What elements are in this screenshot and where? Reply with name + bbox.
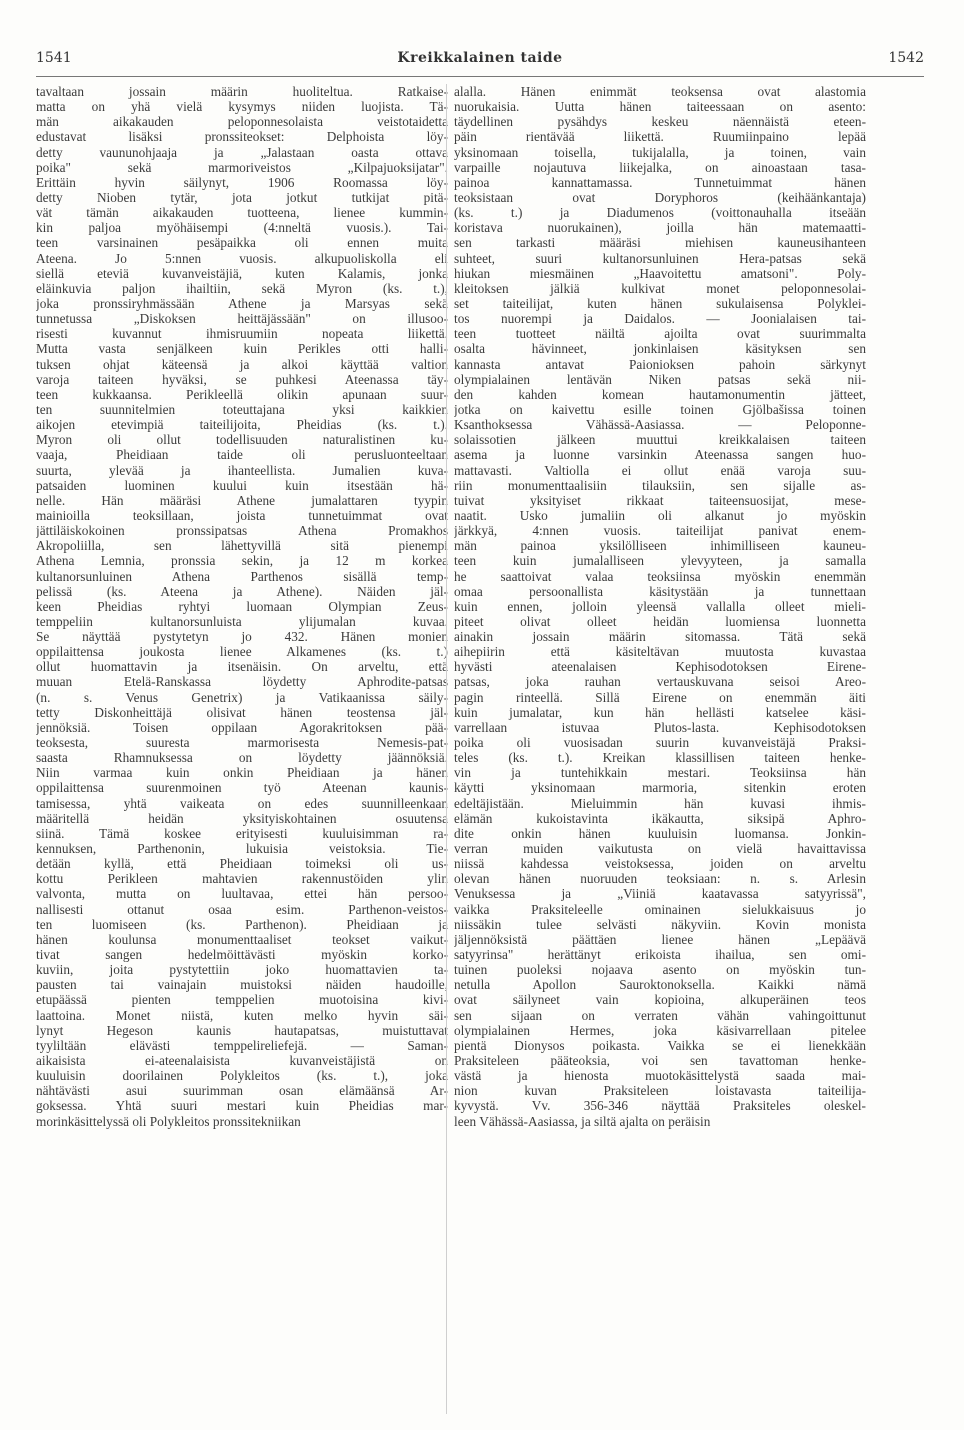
text-line: hyvästi ateenalaisen Kephisodotoksen Eirene- bbox=[454, 659, 866, 675]
text-line: piteet olivat olleet heidän luomiensa luonnetta bbox=[454, 613, 866, 629]
text-line: jennöksiä. Toisen oppilaan Agorakritoksen pää- bbox=[36, 719, 448, 735]
text-line: mainioilla teoksillaan, joista tunnetuimmat ovat bbox=[36, 507, 448, 523]
text-line: Venuksessa ja „Viiniä kaatavassa satyyrissä", bbox=[454, 886, 866, 902]
header-rule bbox=[36, 76, 924, 77]
text-line: detty Nioben tytär, jota jotkut tutkijat pitä- bbox=[36, 189, 448, 205]
left-text-column bbox=[36, 84, 448, 1414]
text-line: solaissotien jälkeen muuttui kreikkalaisen taiteen bbox=[454, 432, 866, 448]
text-line: teoksistaan ovat Doryphoros (keihäänkantaja) bbox=[454, 189, 866, 205]
text-line: aikojen etevimpiä taiteilijoita, Pheidias (ks. t.). bbox=[36, 417, 448, 433]
text-line: kuin ennen, jolloin yleensä vallalla olleet mieli- bbox=[454, 598, 866, 614]
text-line: yksinomaan toisella, tukijalalla, ja toinen, vain bbox=[454, 144, 866, 160]
text-line: tavaltaan jossain määrin huoliteltua. Ratkaise- bbox=[36, 84, 448, 99]
text-line: naatit. Usko jumaliin oli alkanut jo myöskin bbox=[454, 507, 866, 523]
text-line: den kahden komean hautamonumentin jätteet, bbox=[454, 386, 866, 402]
text-line: temppeliin kultanorsunluista ylijumalan kuvaa. bbox=[36, 613, 448, 629]
text-line: kuviin, joita pystytettiin joko huomattavien ta- bbox=[36, 962, 448, 978]
text-line: siellä eteviä kuvanveistäjiä, kuten Kalamis, jonka bbox=[36, 265, 448, 281]
text-line: oppilaittensa suurenmoinen työ Ateenan kaunis- bbox=[36, 780, 448, 796]
text-line: laattoina. Monet niistä, kuten melko hyvin säi- bbox=[36, 1007, 448, 1023]
right-text-column bbox=[454, 84, 866, 1414]
text-line: jättiläiskokoinen pronssipatsas Athena Promakhos bbox=[36, 523, 448, 539]
text-line: ten suunnitelmien toteuttajana yksi kaikkien bbox=[36, 401, 448, 417]
text-line: risesti kuvannut ihmisruumiin nopeata liikettä. bbox=[36, 326, 448, 342]
text-line: koristava nuorukainen), joilla hän matemaatti- bbox=[454, 220, 866, 236]
text-line: olevan hänen nuoruuden teoksiaan: n. s. Arlesin bbox=[454, 871, 866, 887]
text-line: dite onkin hänen kuuluisin luomansa. Jonkin- bbox=[454, 825, 866, 841]
text-line: sen sijaan on verraten vähän vahingoittunut bbox=[454, 1007, 866, 1023]
text-line: kuuluisin doorilainen Polykleitos (ks. t.), joka bbox=[36, 1068, 448, 1084]
text-line: omaa persoonallista käsitystään ja tunnettaan bbox=[454, 583, 866, 599]
text-line: Ateena. Jo 5:nnen vuosis. alkupuoliskolla eli bbox=[36, 250, 448, 266]
text-line: kannasta antavat Paionioksen pahoin särkynyt bbox=[454, 356, 866, 372]
text-line: nähtävästi asui suurimman osan elämäänsä Ar- bbox=[36, 1083, 448, 1099]
text-line: jotka on kaivettu esille toinen Gjölbašissa toinen bbox=[454, 401, 866, 417]
text-line: siinä. Tämä koskee erityisesti kuuluisimman ra- bbox=[36, 825, 448, 841]
right-page-number: 1542 bbox=[888, 50, 924, 66]
text-line: nallisesti ottanut osaa esim. Parthenon-veistos- bbox=[36, 901, 448, 917]
text-line: pausten tai vainajain muistoksi näiden haudoille, bbox=[36, 977, 448, 993]
text-line: aihepiirin että käsiteltävan muutosta kuvastaa bbox=[454, 644, 866, 660]
text-line: aikaisista ei-ateenalaisista kuvanveistäjistä on bbox=[36, 1053, 448, 1068]
text-line: täydellinen pysähdys keskeu näennäistä eteen- bbox=[454, 114, 866, 130]
text-line: tos nuorempi ja Daidalos. — Joonialaisen tai- bbox=[454, 311, 866, 327]
text-line: elämän kukoistavinta ikäkautta, siksipä Aphro- bbox=[454, 810, 866, 826]
page-header bbox=[36, 50, 924, 72]
text-line: Akropoliilla, sen lähettyvillä sitä pienempi bbox=[36, 538, 448, 554]
text-line: vät tämän aikakauden tuotteena, lienee kummin- bbox=[36, 205, 448, 221]
text-line: morinkäsittelyssä oli Polykleitos pronssitekniikan bbox=[36, 1113, 301, 1129]
text-line: niissäkin tulee selvästi näkyviin. Kovin monista bbox=[454, 916, 866, 932]
page-title: Kreikkalainen taide bbox=[397, 50, 563, 66]
text-line: ovat säilyneet vain kopioina, alkuperäinen teos bbox=[454, 992, 866, 1008]
text-line: alalla. Hänen enimmät teoksensa ovat alastomia bbox=[454, 84, 866, 99]
text-line: saasta Rhamnuksessa on löydetty jäännöksiä. bbox=[36, 750, 448, 766]
text-line: Myron oli ollut todellisuuden naturalistinen ku- bbox=[36, 432, 448, 448]
text-line: Praksiteleen pääteoksia, voi sen tavattoman henke- bbox=[454, 1053, 866, 1068]
text-line: tunnetussa „Diskoksen heittäjässään" on illusoo- bbox=[36, 311, 448, 327]
text-line: Athena Lemnia, pronssia sekin, ja 12 m korkea bbox=[36, 553, 448, 569]
text-line: teles (ks. t.). Kreikan klassillisen taiteen henke- bbox=[454, 750, 866, 766]
text-line: västä ja hienosta muotokäsittelystä saada mai- bbox=[454, 1068, 866, 1084]
text-line: valvonta, mutta on luultavaa, ettei hän persoo- bbox=[36, 886, 448, 902]
text-line: set taiteilijat, kuten hänen sukulaisensa Polyklei- bbox=[454, 295, 866, 311]
text-line: patsaiden luominen kuului kuin itsestään hä- bbox=[36, 477, 448, 493]
text-line: lynyt Hegeson kaunis hautapatsas, muistuttavat bbox=[36, 1022, 448, 1038]
text-line: satyyrinsa" herättänyt erikoista ihailua, sen omi- bbox=[454, 947, 866, 963]
text-line: asema ja luonne varsinkin Ateenassa sangen huo- bbox=[454, 447, 866, 463]
text-line: pelissä (ks. Ateena ja Athene). Näiden jäl- bbox=[36, 583, 448, 599]
text-line: män painoa yksilölliseen inhimilliseen kauneu- bbox=[454, 538, 866, 554]
text-line: nelle. Hän määräsi Athene jumalattaren tyypin bbox=[36, 492, 448, 508]
text-line: teoksesta, suuresta marmorisesta Nemesis-pat- bbox=[36, 735, 448, 751]
text-line: Niin varmaa kuin onkin Pheidiaan ja hänen bbox=[36, 765, 448, 781]
text-line: detty vaununohjaaja ja „Jalastaan oasta ottava bbox=[36, 144, 448, 160]
text-line: pientä Dionysos poikasta. Vaikka se ei lienekkään bbox=[454, 1037, 866, 1053]
text-line: ainakin jossain määrin sitomassa. Tätä sekä bbox=[454, 629, 866, 645]
text-line: mattavasti. Valtiolla ei ollut enää varoja suu- bbox=[454, 462, 866, 478]
column-divider bbox=[446, 84, 447, 1414]
text-line: painoa kannattamassa. Tunnetuimmat hänen bbox=[454, 174, 866, 190]
text-line: hänen koulunsa monumenttaaliset teokset vaikut- bbox=[36, 931, 448, 947]
text-line: Mutta vasta senjälkeen kuin Perikles otti halli- bbox=[36, 341, 448, 357]
text-line: teen varsinainen pesäpaikka oli ennen muita bbox=[36, 235, 448, 251]
text-line: tuivat yksityiset rikkaat taiteensuosijat, mese- bbox=[454, 492, 866, 508]
text-line: kuin jumalatar, kun hän hellästi katselee käsi- bbox=[454, 704, 866, 720]
text-line: edustavat lisäksi pronssiteokset: Delphoista löy- bbox=[36, 129, 448, 145]
text-line: varoja taiteen hyväksi, se puhkesi Ateenassa täy- bbox=[36, 371, 448, 387]
text-line: poika" sekä marmoriveistos „Kilpajuoksijatar". bbox=[36, 159, 448, 175]
text-line: patsas, joka rauhan vertauskuvana seisoi Areo- bbox=[454, 674, 866, 690]
text-line: käytti yksinomaan marmoria, sitenkin eroten bbox=[454, 780, 866, 796]
text-line: detään kyllä, että Pheidiaan toimeksi oli us- bbox=[36, 856, 448, 872]
text-line: nuorukaisia. Uutta hänen taiteessaan on asento: bbox=[454, 99, 866, 115]
text-line: vaikka Praksiteleelle ominainen sielukkaisuus jo bbox=[454, 901, 866, 917]
text-line: joka pronssiryhmässään Athene ja Marsyas sekä bbox=[36, 295, 448, 311]
text-line: oppilaittensa joukosta lienee Alkamenes (ks. t.) bbox=[36, 644, 448, 660]
text-line: kyvystä. Vv. 356-346 näyttää Praksiteles oleskel- bbox=[454, 1098, 866, 1114]
text-line: poika oli vuosisadan suurin kuvanveistäjä Praksi- bbox=[454, 735, 866, 751]
text-line: vin ja tuntehikkain mestari. Teoksiinsa hän bbox=[454, 765, 866, 781]
text-line: hiukan miesmäinen „Haavoitettu amatsoni". Poly- bbox=[454, 265, 866, 281]
text-line: päin rientävää liikettä. Ruumiinpaino lepää bbox=[454, 129, 866, 145]
text-line: tyyliltään elävästi temppelireliefejä. — Saman- bbox=[36, 1037, 448, 1053]
text-line: leen Vähässä-Aasiassa, ja siltä ajalta on peräisin bbox=[454, 1113, 711, 1129]
text-line: olympialainen Hermes, joka käsivarrellaan pitelee bbox=[454, 1022, 866, 1038]
text-line: pagin rinteellä. Sillä Eirene on enemmän äiti bbox=[454, 689, 866, 705]
text-line: ollut huomattavin ja itsenäisin. On arveltu, että bbox=[36, 659, 448, 675]
text-line: varpaille nojautuva liikejalka, on ainoastaan tasa- bbox=[454, 159, 866, 175]
text-line: määritellä heidän yksityiskohtainen osuutensa bbox=[36, 810, 448, 826]
text-line: verran muiden vaikutusta on vielä havaittavissa bbox=[454, 841, 866, 857]
text-line: tamisessa, yhtä vaikeata on edes suunnilleenkaan bbox=[36, 795, 448, 811]
text-line: netulla Apollon Sauroktonoksella. Kaikki nämä bbox=[454, 977, 866, 993]
text-line: tetty Diskonheittäjä olisivat hänen teostensa jäl- bbox=[36, 704, 448, 720]
text-line: ten luomiseen (ks. Parthenon). Pheidiaan ja bbox=[36, 916, 448, 932]
text-line: Se näyttää pystytetyn jo 432. Hänen monien bbox=[36, 629, 448, 645]
text-line: olympialainen lentävän Niken patsas sekä nii- bbox=[454, 371, 866, 387]
text-line: osalta hävinneet, jonkinlaisen käsityksen sen bbox=[454, 341, 866, 357]
text-line: tivat sangen hedelmöittävästi myöskin korko- bbox=[36, 947, 448, 963]
left-page-number: 1541 bbox=[36, 50, 72, 66]
text-line: (n. s. Venus Genetrix) ja Vatikaanissa säily- bbox=[36, 689, 448, 705]
text-line: kleitoksen jälkiä kulkivat monet peloponnesolai- bbox=[454, 280, 866, 296]
text-line: jäljennöksistä päättäen lienee hänen „Lepäävä bbox=[454, 931, 866, 947]
text-line: riin monumenttaalisiin tilauksiin, sen sijalle as- bbox=[454, 477, 866, 493]
text-line: Erittäin hyvin säilynyt, 1906 Roomassa löy- bbox=[36, 174, 448, 190]
text-line: vaaja, Pheidiaan taide oli perusluonteeltaan bbox=[36, 447, 448, 463]
text-line: kennuksen, Parthenonin, lukuisia veistoksia. Tie- bbox=[36, 841, 448, 857]
text-line: eläinkuvia paljon ihailtiin, sekä Myron (ks. t.), bbox=[36, 280, 448, 296]
text-line: män aikakauden peloponnesolaista veistotaidetta bbox=[36, 114, 448, 130]
text-line: teen kukkaansa. Perikleellä olikin apunaan suur- bbox=[36, 386, 448, 402]
text-line: etupäässä pienten temppelien muotoisina kivi- bbox=[36, 992, 448, 1008]
text-line: suhteet, suuri kultanorsunluinen Hera-patsas sekä bbox=[454, 250, 866, 266]
text-line: Ksanthoksessa Vähässä-Aasiassa. — Peloponne- bbox=[454, 417, 866, 433]
text-line: suurta, ylevää ja ihanteellista. Jumalien kuva- bbox=[36, 462, 448, 478]
text-line: matta on yhä vielä kysymys niiden luojista. Tä- bbox=[36, 99, 448, 115]
text-line: tuinen puoleksi nojaava asento on myöskin tun- bbox=[454, 962, 866, 978]
text-line: sen tarkasti määräsi miehisen kauneusihanteen bbox=[454, 235, 866, 251]
text-line: tuksen ohjat käteensä ja alkoi käyttää valtion bbox=[36, 356, 448, 372]
text-line: järkkyä, 4:nnen vuosis. taiteilijat panivat enem- bbox=[454, 523, 866, 539]
text-line: goksessa. Yhtä suuri mestari kuin Pheidias mar- bbox=[36, 1098, 448, 1114]
text-line: teen kuin jumalalliseen ylevyyteen, ja samalla bbox=[454, 553, 866, 569]
text-line: edeltäjistään. Mieluimmin hän kuvasi ihmis- bbox=[454, 795, 866, 811]
text-line: niissä kahdessa veistoksessa, joiden on arveltu bbox=[454, 856, 866, 872]
text-line: nion kuvan Praksiteleen loistavasta taiteilija- bbox=[454, 1083, 866, 1099]
text-line: keen Pheidias ryhtyi luomaan Olympian Zeus- bbox=[36, 598, 448, 614]
text-line: kultanorsunluinen Athena Parthenos sisällä temp- bbox=[36, 568, 448, 584]
text-line: he saattoivat valaa teoksiinsa myöskin enemmän bbox=[454, 568, 866, 584]
text-line: teen tuotteet näiltä ajoilta ovat suurimmalta bbox=[454, 326, 866, 342]
text-line: kottu Perikleen mahtavien rakennustöiden ylin bbox=[36, 871, 448, 887]
text-line: (ks. t.) ja Diadumenos (voittonauhalla itseään bbox=[454, 205, 866, 221]
text-line: varrellaan istuvaa Plutos-lasta. Kephisodotoksen bbox=[454, 719, 866, 735]
text-line: kin paljoa myöhäisempi (4:nneltä vuosis.). Tai- bbox=[36, 220, 448, 236]
text-line: muuan Etelä-Ranskassa löydetty Aphrodite-patsas bbox=[36, 674, 448, 690]
